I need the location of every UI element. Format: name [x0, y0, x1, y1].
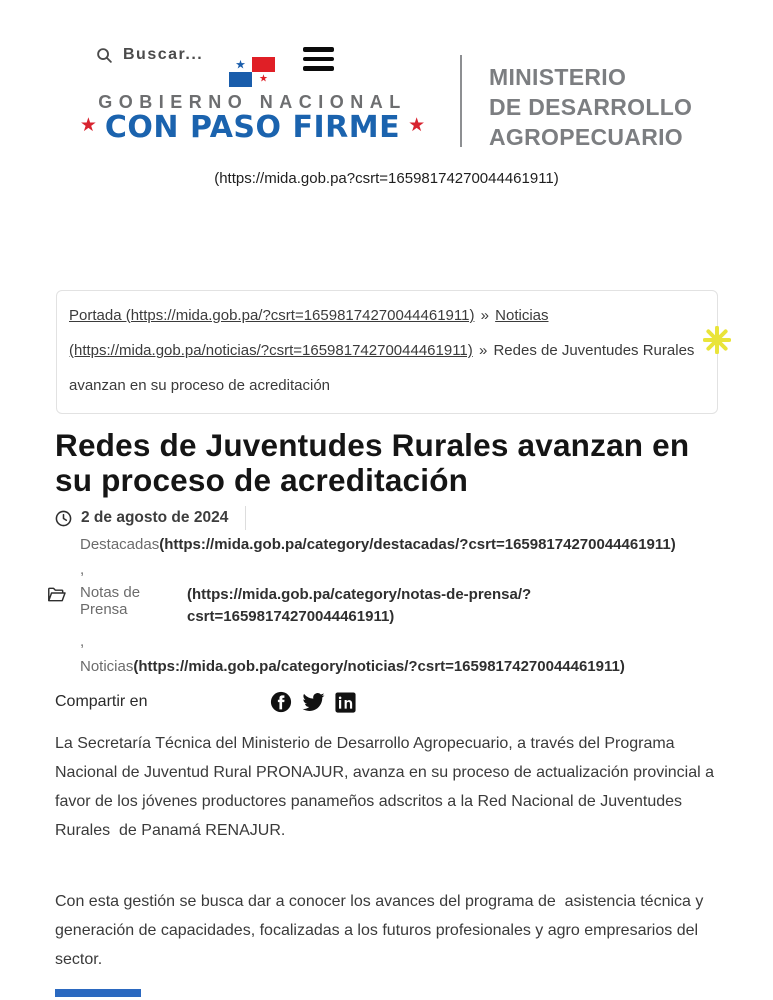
search-icon	[96, 47, 113, 64]
article-paragraph: Con esta gestión se busca dar a conocer los avances del programa de asistencia técnica y generación de capacidades, focalizadas a los futuros profesionales y agro empresarios del sector.	[55, 893, 708, 968]
logo-gobierno-nacional: GOBIERNO NACIONAL	[98, 92, 407, 112]
flag-blue-star: ★	[235, 57, 246, 72]
breadcrumb-link-portada[interactable]: Portada (https://mida.gob.pa/?csrt=16598174270044461911)	[69, 307, 475, 324]
search-control[interactable]	[96, 46, 203, 64]
page-title: Redes de Juventudes Rurales avanzan en su proceso de acreditación	[55, 427, 690, 498]
breadcrumb	[56, 290, 718, 414]
yellow-asterisk-icon	[703, 326, 731, 354]
logo-star-right: ★	[408, 114, 426, 136]
folder-icon	[47, 586, 66, 603]
ministry-name: MINISTERIO DE DESARROLLO AGROPECUARIO	[489, 64, 693, 150]
category-comma: ,	[80, 561, 85, 578]
share-row	[55, 690, 720, 714]
logo-con-paso-firme: ★ CON PASO FIRME ★	[60, 110, 445, 145]
category-destacadas[interactable]: Destacadas(https://mida.gob.pa/category/destacadas/?csrt=16598174270044461911)	[80, 536, 676, 553]
meta-divider	[245, 506, 246, 530]
breadcrumb-separator: »	[478, 342, 488, 359]
menu-icon[interactable]	[303, 47, 334, 71]
category-noticias[interactable]: Noticias(https://mida.gob.pa/category/noticias/?csrt=16598174270044461911)	[80, 658, 625, 675]
article	[55, 428, 720, 974]
post-date: 2 de agosto de 2024	[81, 509, 229, 526]
linkedin-icon[interactable]	[335, 692, 356, 713]
post-date-row	[55, 508, 720, 528]
article-paragraph: La Secretaría Técnica del Ministerio de Desarrollo Agropecuario, a través del Programa Nacional de Juventud Rural PRONAJUR, avanza en su proceso de actualización provincial a favor de los jóvenes productores panameños adscritos a la Red Nacional de Juventudes Rurales de Panamá RENAJUR.	[55, 735, 719, 839]
clock-icon	[55, 510, 72, 527]
breadcrumb-separator: »	[480, 307, 489, 324]
breadcrumb-current: Redes de Juventudes Rurales avanzan en su proceso de acreditación	[69, 342, 695, 394]
category-notas-de-prensa[interactable]: Notas de Prensa (https://mida.gob.pa/category/notas-de-prensa/? csrt=16598174270044461911)	[80, 584, 532, 625]
facebook-icon[interactable]	[270, 691, 292, 713]
search-placeholder: Buscar...	[123, 46, 204, 63]
bottom-blue-bar	[55, 989, 141, 997]
panama-flag-icon	[229, 57, 275, 87]
category-list	[55, 534, 720, 678]
flag-red-star: ★	[259, 73, 268, 85]
twitter-icon[interactable]	[301, 691, 326, 713]
site-url-text: (https://mida.gob.pa?csrt=16598174270044461911)	[214, 170, 559, 187]
header-divider	[460, 55, 462, 147]
share-label: Compartir en	[55, 693, 148, 710]
category-comma: ,	[80, 633, 85, 650]
breadcrumb-link-noticias[interactable]: Noticias (https://mida.gob.pa/noticias/?csrt=16598174270044461911)	[69, 307, 549, 359]
logo-star-left: ★	[79, 114, 97, 136]
